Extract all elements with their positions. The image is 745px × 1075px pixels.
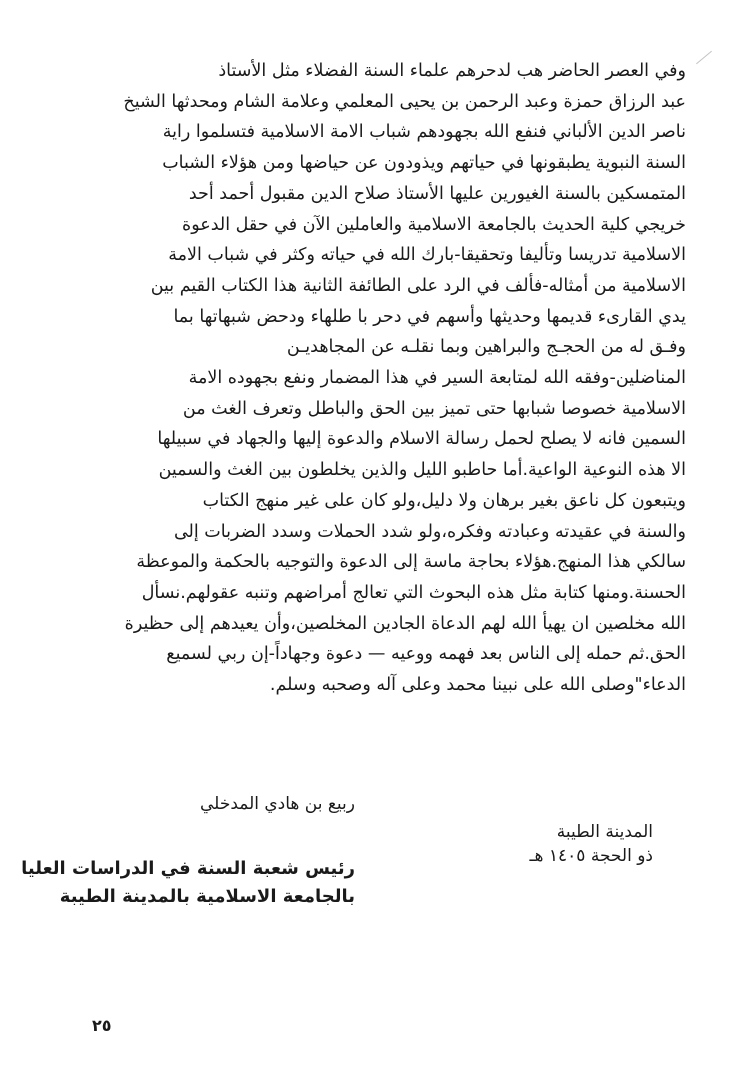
author-name: ربيع بن هادي المدخلي bbox=[200, 794, 355, 814]
paragraph-line: السمين فانه لا يصلح لحمل رسالة الاسلام والدعوة إليها والجهاد في سبيلها bbox=[157, 429, 686, 450]
paragraph-line: الاسلامية تدريسا وتأليفا وتحقيقا-بارك الله في حياته وكثر في شباب الامة bbox=[168, 245, 686, 266]
paragraph-line: ناصر الدين الألباني فنفع الله بجهودهم شباب الامة الاسلامية فتسلموا راية bbox=[162, 122, 686, 143]
paragraph-line: الله مخلصين ان يهيأ الله لهم الدعاة الجادين المخلصين،وأن يعيدهم إلى حظيرة bbox=[124, 613, 686, 634]
signature-place: المدينة الطيبة bbox=[556, 822, 653, 842]
author-title-line-1: رئيس شعبة السنة في الدراسات العليا bbox=[21, 858, 355, 879]
paragraph-line: الا هذه النوعية الواعية.أما حاطبو الليل والذين يخلطون بين الغث والسمين bbox=[158, 460, 686, 481]
paragraph-line: يدي القارىء قديمها وحديثها وأسهم في دحر با طلهاء ودحض شبهاتها بما bbox=[173, 306, 686, 327]
paragraph-line: المتمسكين بالسنة الغيورين عليها الأستاذ صلاح الدين مقبول أحمد أحد bbox=[188, 183, 686, 204]
paragraph-line: الحسنة.ومنها كتابة مثل هذه البحوث التي تعالج أمراضهم وتنبه عقولهم.نسأل bbox=[141, 582, 686, 603]
paragraph-line: الحق.ثم حمله إلى الناس بعد فهمه ووعيه — دعوة وجهاداً-إن ربي لسميع bbox=[166, 644, 686, 665]
paragraph-line: وفـق له من الحجـج والبراهين وبما نقلـه عن المجاهديـن bbox=[286, 337, 686, 358]
paragraph-line: السنة النبوية يطبقونها في حياتهم ويذودون عن حياضها ومن هؤلاء الشباب bbox=[162, 153, 686, 174]
paragraph-line: الاسلامية خصوصا شبابها حتى تميز بين الحق والباطل وتعرف الغث من bbox=[182, 398, 686, 419]
paragraph-line: سالكي هذا المنهج.هؤلاء بحاجة ماسة إلى الدعوة والتوجيه بالحكمة والموعظة bbox=[136, 552, 686, 573]
paragraph-line: المناضلين-وفقه الله لمتابعة السير في هذا المضمار ونفع بجهوده الامة bbox=[188, 368, 686, 389]
scan-mark bbox=[696, 51, 712, 65]
author-title-line-2: بالجامعة الاسلامية بالمدينة الطيبة bbox=[59, 886, 355, 907]
page-number: ٢٥ bbox=[92, 1016, 112, 1035]
paragraph-line: وفي العصر الحاضر هب لدحرهم علماء السنة الفضلاء مثل الأستاذ bbox=[218, 61, 686, 81]
paragraph-line: عبد الرزاق حمزة وعبد الرحمن بن يحيى المعلمي وعلامة الشام ومحدثها الشيخ bbox=[123, 91, 686, 112]
paragraph-line: والسنة في عقيدته وعبادته وفكره،ولو شدد الحملات وسدد الضربات إلى bbox=[173, 521, 686, 542]
paragraph-line: خريجي كلية الحديث بالجامعة الاسلامية والعاملين الآن في حقل الدعوة bbox=[182, 214, 686, 235]
main-paragraph bbox=[56, 56, 686, 701]
signature-date: ذو الحجة ١٤٠٥ هـ bbox=[529, 846, 653, 866]
paragraph-line: الاسلامية من أمثاله-فألف في الرد على الطائفة الثانية هذا الكتاب القيم بين bbox=[150, 275, 686, 296]
paragraph-line: الدعاء"وصلى الله على نبينا محمد وعلى آله وصحبه وسلم. bbox=[269, 675, 686, 696]
paragraph-line: ويتبعون كل ناعق بغير برهان ولا دليل،ولو كان على غير منهج الكتاب bbox=[202, 490, 686, 511]
